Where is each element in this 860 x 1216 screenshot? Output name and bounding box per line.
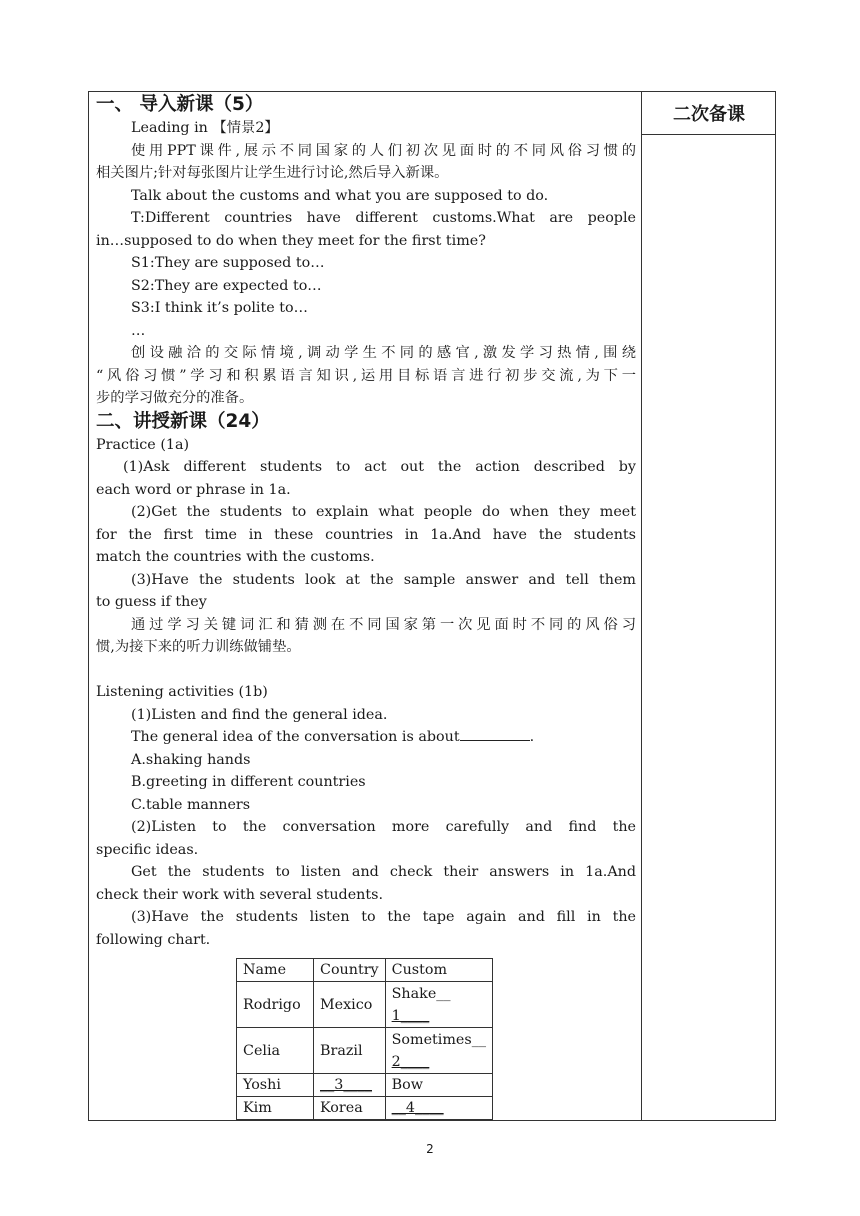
cell-custom xyxy=(385,1028,492,1074)
column-divider xyxy=(641,91,642,1121)
custom-chart xyxy=(236,958,493,1120)
main-content xyxy=(96,93,636,951)
s1-line: in…supposed to do when they meet for the first time? xyxy=(96,232,486,249)
s1-line: “风俗习惯”学习和积累语言知识,运用目标语言进行初步交流,为下一 xyxy=(96,367,636,384)
header-country: Country xyxy=(314,959,386,982)
practice-line: match the countries with the customs. xyxy=(96,549,375,565)
s1-line: 步的学习做充分的准备。 xyxy=(96,390,254,406)
s1-line: S3:I think it’s polite to… xyxy=(131,300,308,316)
custom-text: Shake__ xyxy=(391,985,451,1002)
listening-line: (2)Listen to the conversation more carefully and find the xyxy=(131,819,636,835)
s1-line: … xyxy=(131,322,146,339)
custom-text: Sometimes__ xyxy=(391,1031,487,1048)
listening-line: check their work with several students. xyxy=(96,886,383,903)
listening-option: B.greeting in different countries xyxy=(131,774,366,790)
table-row xyxy=(237,1074,493,1097)
cell-name: Kim xyxy=(237,1097,314,1120)
practice-line: (3)Have the students look at the sample answer and tell them xyxy=(131,571,636,588)
question-text: The general idea of the conversation is about xyxy=(131,729,460,745)
practice-line: 惯,为接下来的听力训练做铺垫。 xyxy=(96,639,301,655)
cell-custom xyxy=(385,982,492,1028)
s1-line: 创设融洽的交际情境,调动学生不同的感官,激发学习热情,围绕 xyxy=(131,345,636,361)
practice-line: (2)Get the students to explain what people do when they meet xyxy=(131,504,636,520)
listening-line: (3)Have the students listen to the tape again and fill in the xyxy=(131,909,636,925)
page-number: 2 xyxy=(426,1142,434,1156)
cell-country: Brazil xyxy=(314,1028,386,1074)
s1-line: 相关图片;针对每张图片让学生进行讨论,然后导入新课。 xyxy=(96,165,449,181)
header-custom: Custom xyxy=(385,959,492,982)
table-row xyxy=(237,1097,493,1120)
cell-country: __3____ xyxy=(314,1074,386,1097)
s1-line: T:Different countries have different customs.What are people xyxy=(131,210,636,226)
practice-line: for the first time in these countries in 1a.And have the students xyxy=(96,526,636,543)
listening-line: specific ideas. xyxy=(96,841,199,858)
answer-blank xyxy=(460,726,530,741)
table-row xyxy=(237,982,493,1028)
header-name: Name xyxy=(237,959,314,982)
listening-title: Listening activities (1b) xyxy=(96,684,268,700)
s1-line: 使用PPT课件,展示不同国家的人们初次见面时的不同风俗习惯的 xyxy=(131,142,636,159)
listening-question xyxy=(96,726,636,749)
listening-option: C.table manners xyxy=(131,796,251,813)
section2-heading: 二、讲授新课（24） xyxy=(96,410,270,432)
section1-heading: 一、 导入新课（5） xyxy=(96,94,264,115)
side-column-title: 二次备课 xyxy=(642,91,776,135)
practice-title: Practice (1a) xyxy=(96,436,190,453)
listening-line: (1)Listen and find the general idea. xyxy=(131,706,388,723)
practice-line: to guess if they xyxy=(96,594,207,610)
practice-line: each word or phrase in 1a. xyxy=(96,481,291,498)
cell-name: Yoshi xyxy=(237,1074,314,1097)
s1-line: S2:They are expected to… xyxy=(131,277,322,294)
s1-line: S1:They are supposed to… xyxy=(131,255,325,271)
s1-line: Leading in 【情景2】 xyxy=(131,120,279,136)
custom-blank: 1____ xyxy=(391,1007,430,1024)
listening-line: following chart. xyxy=(96,931,211,948)
table-row xyxy=(237,1028,493,1074)
cell-name: Rodrigo xyxy=(237,982,314,1028)
cell-custom: __4____ xyxy=(385,1097,492,1120)
practice-line: 通过学习关键词汇和猜测在不同国家第一次见面时不同的风俗习 xyxy=(131,616,636,633)
cell-country: Korea xyxy=(314,1097,386,1120)
custom-blank: 2____ xyxy=(391,1053,430,1070)
question-end: . xyxy=(529,729,535,745)
cell-country: Mexico xyxy=(314,982,386,1028)
practice-line: (1)Ask different students to act out the action described by xyxy=(123,459,636,475)
s1-line: Talk about the customs and what you are supposed to do. xyxy=(131,187,549,204)
blank-line xyxy=(96,659,636,682)
cell-custom: Bow xyxy=(385,1074,492,1097)
cell-name: Celia xyxy=(237,1028,314,1074)
listening-line: Get the students to listen and check their answers in 1a.And xyxy=(131,864,636,880)
listening-option: A.shaking hands xyxy=(131,751,251,768)
table-header-row xyxy=(237,959,493,982)
